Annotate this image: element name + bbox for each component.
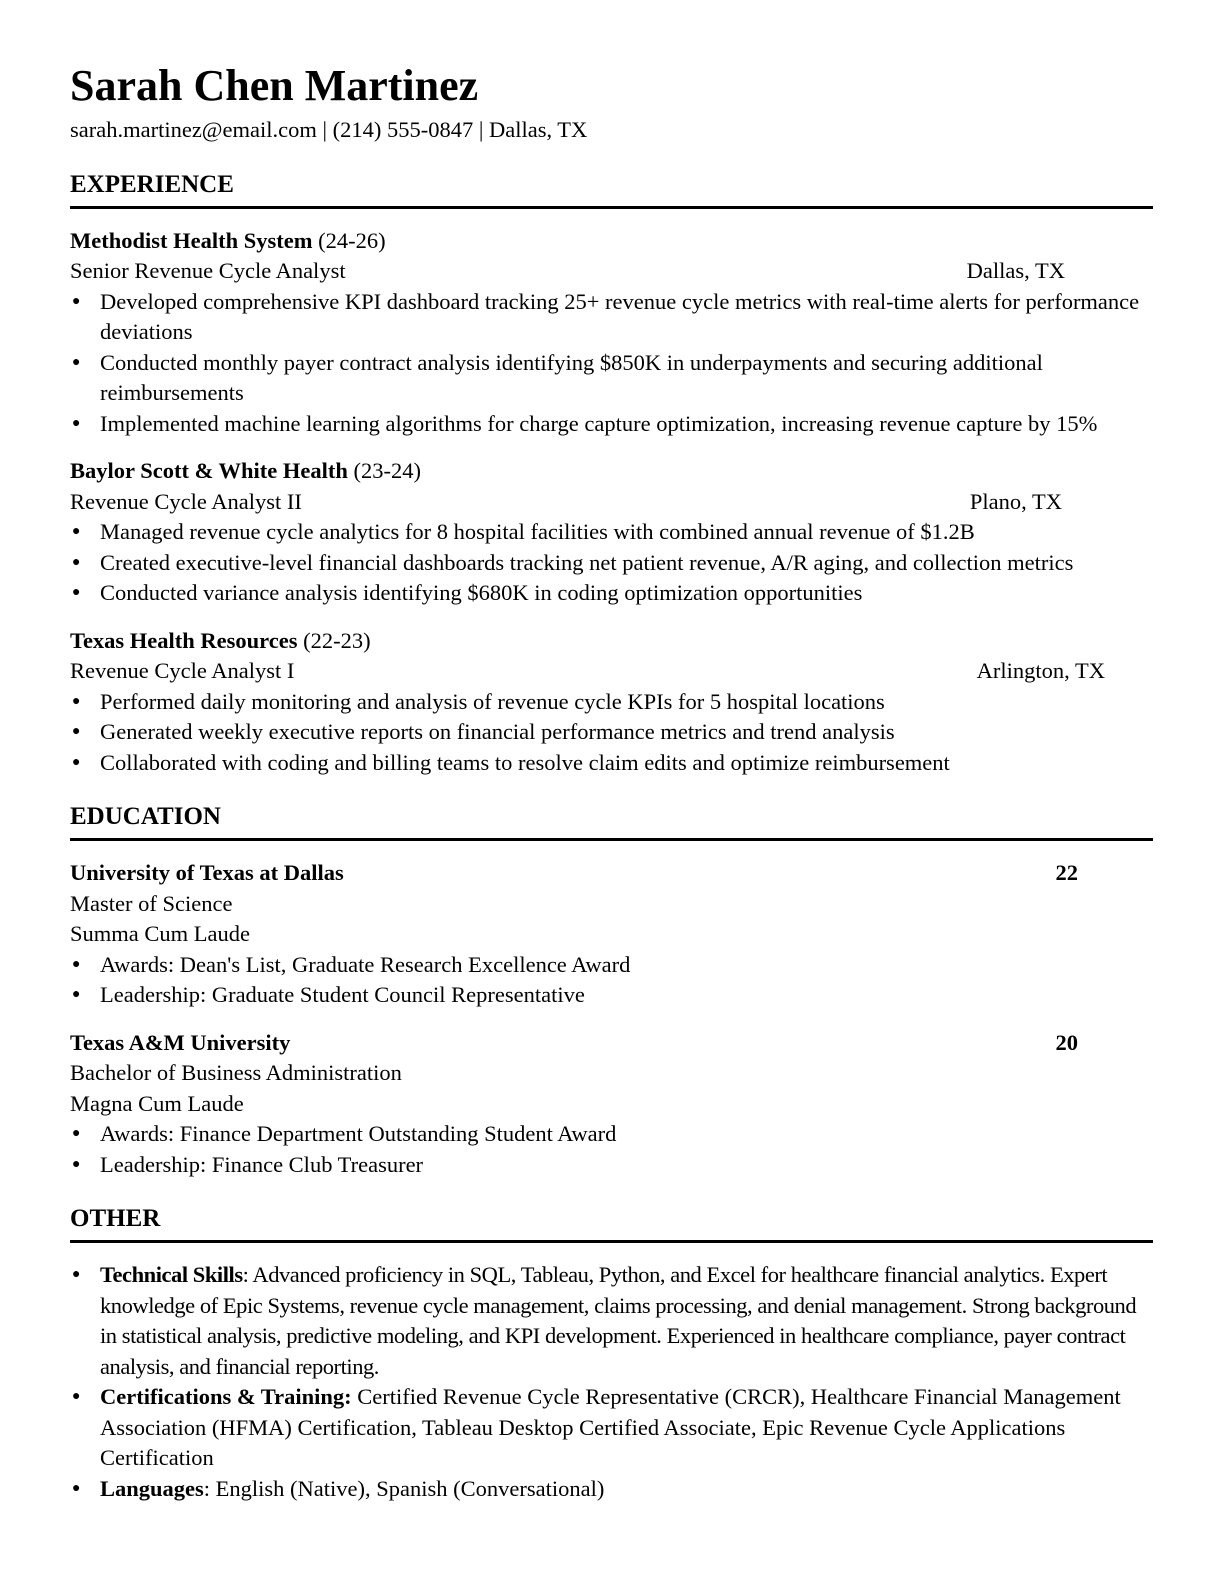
school-name: University of Texas at Dallas (70, 860, 344, 885)
honors: Magna Cum Laude (70, 1090, 244, 1116)
job-location: Arlington, TX (976, 658, 1105, 683)
company-name: Baylor Scott & White Health (70, 458, 348, 483)
bullet-item: ● Collaborated with coding and billing teams to resolve claim edits and optimize reimbursement (100, 748, 1153, 779)
bullet-item: ● Leadership: Finance Club Treasurer (100, 1150, 1153, 1181)
bullet-item: ● Generated weekly executive reports on financial performance metrics and trend analysis (100, 717, 1153, 748)
job-bullet-list (70, 517, 1153, 609)
job-dates: (22-23) (303, 627, 371, 653)
school-name: Texas A&M University (70, 1029, 291, 1055)
job-title-line (70, 626, 371, 657)
bullet-item: ● Implemented machine learning algorithms for charge capture optimization, increasing revenue capture by 15% (100, 409, 1153, 440)
job-bullet-list (70, 687, 1153, 779)
item-text: : Advanced proficiency in SQL, Tableau, Python, and Excel for healthcare financial analytics. Expert knowledge of Epic Systems, revenue cycle management, claims processing, and denial management. Strong background in statistical analysis, predictive modeling, and KPI development. Experienced in healthcare compliance, payer contract analysis, and financial reporting. (100, 1262, 1137, 1379)
school-bullet-list (70, 950, 1153, 1011)
section-title-other: OTHER (70, 1205, 1153, 1243)
job-role: Senior Revenue Cycle Analyst (70, 258, 346, 283)
item-label: Certifications & Training: (100, 1384, 352, 1409)
company-name: Texas Health Resources (70, 627, 298, 653)
other-item-technical-skills (100, 1260, 1153, 1382)
bullet-item: ● Conducted variance analysis identifying $680K in coding optimization opportunities (100, 578, 1153, 609)
bullet-item: ● Awards: Finance Department Outstanding Student Award (100, 1119, 1153, 1150)
job-role-row (70, 487, 1153, 518)
bullet-item: ● Leadership: Graduate Student Council Representative (100, 980, 1153, 1011)
section-education (70, 803, 1153, 1180)
other-item-certifications (100, 1382, 1153, 1474)
job-title-line (70, 456, 421, 487)
job-role-row (70, 656, 1153, 687)
job-head-row (70, 456, 1153, 487)
school-entry (70, 858, 1153, 1011)
job-entry (70, 226, 1153, 440)
graduation-year: 22 (1055, 860, 1078, 885)
other-item-languages (100, 1474, 1153, 1505)
contact-line: sarah.martinez@email.com | (214) 555-0847 | Dallas, TX (70, 117, 588, 142)
job-bullet-list (70, 287, 1153, 440)
school-entry (70, 1028, 1153, 1181)
school-bullet-list (70, 1119, 1153, 1180)
job-location: Dallas, TX (966, 258, 1065, 283)
degree: Bachelor of Business Administration (70, 1060, 402, 1085)
company-name: Methodist Health System (70, 227, 313, 253)
school-head-row (70, 1028, 1153, 1059)
item-label: Technical Skills (100, 1262, 243, 1287)
job-title-line (70, 226, 386, 257)
bullet-item: ● Awards: Dean's List, Graduate Research Excellence Award (100, 950, 1153, 981)
section-title-experience: EXPERIENCE (70, 171, 1153, 209)
other-bullet-list (70, 1260, 1153, 1504)
job-head-row (70, 226, 1153, 257)
bullet-item: ● Developed comprehensive KPI dashboard tracking 25+ revenue cycle metrics with real-time alerts for performance deviations (100, 287, 1153, 348)
graduation-year: 20 (1055, 1029, 1078, 1055)
job-role: Revenue Cycle Analyst I (70, 658, 295, 683)
other-entry (70, 1260, 1153, 1504)
bullet-item: ● Performed daily monitoring and analysis of revenue cycle KPIs for 5 hospital locations (100, 687, 1153, 718)
job-location: Plano, TX (969, 488, 1062, 514)
section-other (70, 1205, 1153, 1504)
section-title-education: EDUCATION (70, 803, 1153, 841)
bullet-item: ● Conducted monthly payer contract analysis identifying $850K in underpayments and securing additional reimbursements (100, 348, 1153, 409)
job-entry (70, 456, 1153, 609)
honors: Summa Cum Laude (70, 921, 250, 946)
job-role: Revenue Cycle Analyst II (70, 488, 302, 514)
bullet-item: ● Created executive-level financial dashboards tracking net patient revenue, A/R aging, and collection metrics (100, 548, 1153, 579)
job-role-row (70, 256, 1153, 287)
item-text: : English (Native), Spanish (Conversational) (203, 1475, 605, 1501)
job-dates: (23-24) (353, 458, 422, 483)
job-head-row (70, 626, 1153, 657)
job-dates: (24-26) (318, 227, 386, 253)
job-entry (70, 626, 1153, 779)
person-name: Sarah Chen Martinez (70, 61, 479, 110)
degree: Master of Science (70, 890, 233, 916)
item-text: Certified Revenue Cycle Representative (CRCR), Healthcare Financial Management Association (HFMA) Certification, Tableau Desktop Certified Associate, Epic Revenue Cycle Applications Certification (100, 1384, 1121, 1470)
item-label: Languages (100, 1475, 204, 1501)
section-experience (70, 171, 1153, 779)
school-head-row (70, 858, 1153, 889)
bullet-item: ● Managed revenue cycle analytics for 8 hospital facilities with combined annual revenue of $1.2B (100, 517, 1153, 548)
